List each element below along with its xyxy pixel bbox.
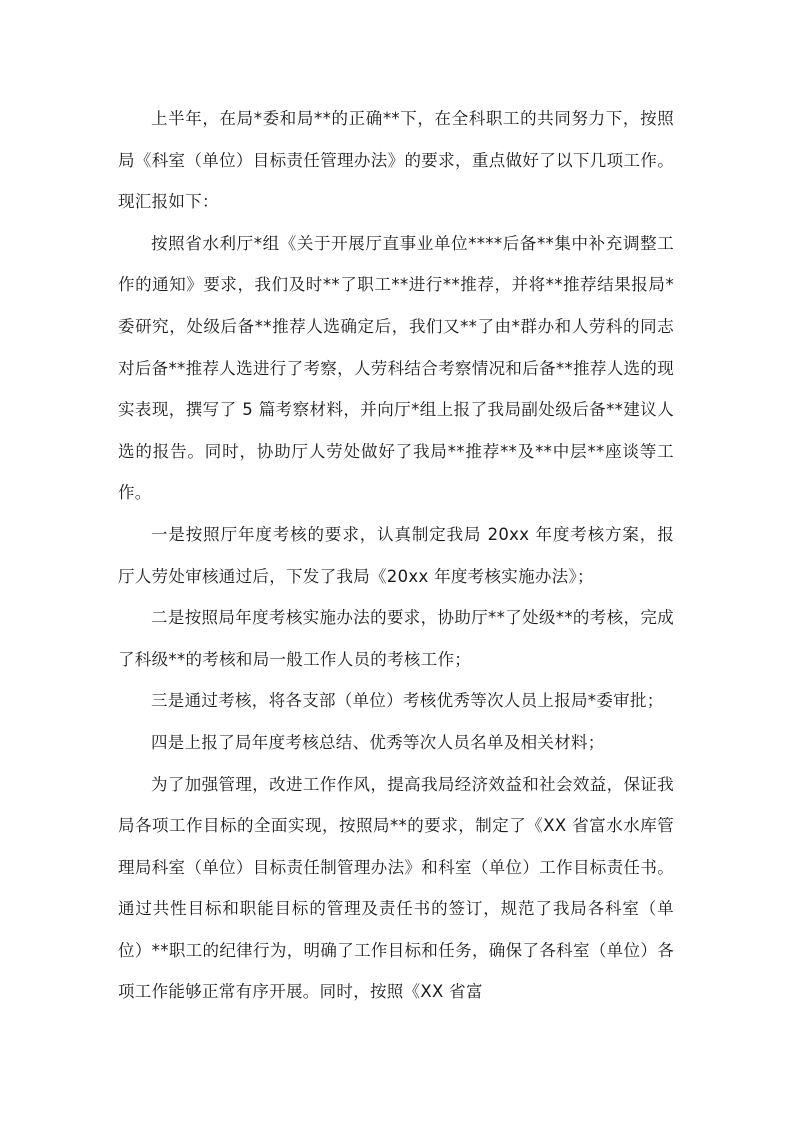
document-body	[118, 98, 674, 1013]
paragraph-intro: 上半年，在局*委和局**的正确**下，在全科职工的共同努力下，按照局《科室（单位）目标责任管理办法》的要求，重点做好了以下几项工作。现汇报如下：	[118, 109, 674, 212]
paragraph-management: 为了加强管理，改进工作作风，提高我局经济效益和社会效益，保证我局各项工作目标的全面实现，按照局**的要求，制定了《XX 省富水水库管理局科室（单位）目标责任制管理办法》和科室（单位）工作目标责任书。通过共性目标和职能目标的管理及责任书的签订，规范了我局各科室（单位）**职工的纪律行为，明确了工作目标和任务，确保了各科室（单位）各项工作能够正常有序开展。同时，按照《XX 省富	[118, 774, 674, 1002]
paragraph-item-2: 二是按照局年度考核实施办法的要求，协助厅**了处级**的考核，完成了科级**的考核和局一般工作人员的考核工作；	[118, 608, 674, 669]
paragraph-cadre-recommendation: 按照省水利厅*组《关于开展厅直事业单位****后备**集中补充调整工作的通知》要求，我们及时**了职工**进行**推荐，并将**推荐结果报局*委研究，处级后备**推荐人选确定后，我们又**了由*群办和人劳科的同志对后备**推荐人选进行了考察，人劳科结合考察情况和后备**推荐人选的现实表现，撰写了 5 篇考察材料，并向厅*组上报了我局副处级后备**建议人选的报告。同时，协助厅人劳处做好了我局**推荐**及**中层**座谈等工作。	[118, 233, 674, 503]
paragraph-item-1: 一是按照厅年度考核的要求，认真制定我局 20xx 年度考核方案，报厅人劳处审核通过后，下发了我局《20xx 年度考核实施办法》；	[118, 524, 674, 586]
paragraph-item-4: 四是上报了局年度考核总结、优秀等次人员名单及相关材料；	[151, 732, 605, 752]
paragraph-item-3: 三是通过考核，将各支部（单位）考核优秀等次人员上报局*委审批；	[151, 691, 664, 711]
